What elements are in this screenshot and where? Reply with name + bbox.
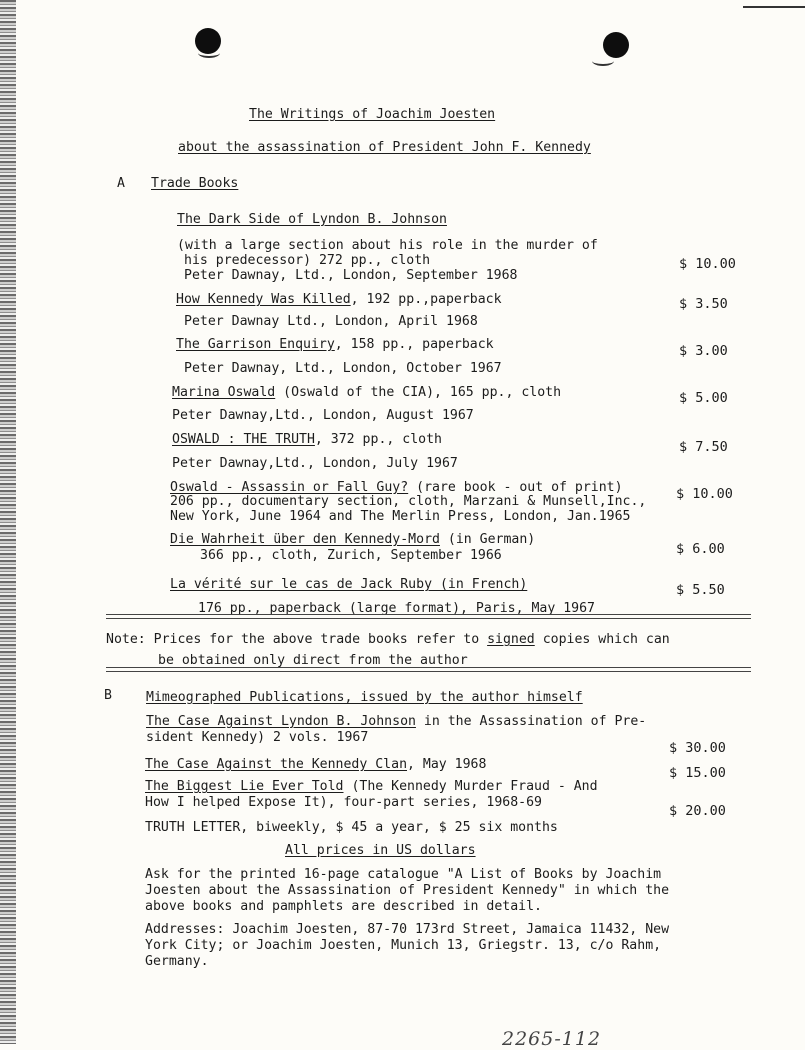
address-text: Germany. xyxy=(145,954,209,969)
note-text: copies which can xyxy=(534,632,670,647)
scan-edge xyxy=(0,0,16,1044)
book-desc: 366 pp., cloth, Zurich, September 1966 xyxy=(200,548,502,563)
book-desc: Peter Dawnay,Ltd., London, August 1967 xyxy=(172,408,474,423)
handwritten-number: 2265-112 xyxy=(502,1028,602,1050)
book-title: Oswald - Assassin or Fall Guy? xyxy=(170,480,409,495)
book-desc: Peter Dawnay,Ltd., London, July 1967 xyxy=(172,456,458,471)
book-line xyxy=(176,337,494,352)
book-price: $ 7.50 xyxy=(679,439,728,455)
pub-price: $ 30.00 xyxy=(669,740,726,756)
doc-title: The Writings of Joachim Joesten xyxy=(249,107,496,122)
pub-desc: (The Kennedy Murder Fraud - And xyxy=(343,779,598,794)
pub-line xyxy=(146,714,646,729)
book-title: La vérité sur le cas de Jack Ruby (in French) xyxy=(170,577,528,592)
book-line xyxy=(176,292,502,307)
book-line xyxy=(170,480,623,495)
currency-note: All prices in US dollars xyxy=(285,843,476,858)
book-line xyxy=(172,385,561,400)
book-desc: 206 pp., documentary section, cloth, Marzani & Munsell,Inc., xyxy=(170,494,647,509)
book-format: (Oswald of the CIA), 165 pp., cloth xyxy=(275,385,562,400)
section-a-letter: A xyxy=(117,176,125,191)
pub-title: The Case Against the Kennedy Clan xyxy=(145,757,408,772)
book-desc: Peter Dawnay, Ltd., London, October 1967 xyxy=(184,361,502,376)
book-title: How Kennedy Was Killed xyxy=(176,292,351,307)
book-line xyxy=(170,532,535,547)
book-desc: Peter Dawnay Ltd., London, April 1968 xyxy=(184,314,478,329)
punch-hole-mark xyxy=(592,56,614,66)
pub-line xyxy=(145,779,598,794)
book-line xyxy=(172,432,442,447)
book-title: The Garrison Enquiry xyxy=(176,337,335,352)
book-price: $ 10.00 xyxy=(679,256,736,272)
punch-hole-mark xyxy=(198,48,220,58)
book-desc: (with a large section about his role in the murder of xyxy=(177,238,598,253)
doc-subtitle: about the assassination of President John F. Kennedy xyxy=(178,140,591,155)
book-format: , 192 pp.,paperback xyxy=(350,292,502,307)
book-format: , 158 pp., paperback xyxy=(334,337,494,352)
section-b-letter: B xyxy=(104,688,112,703)
note-line xyxy=(106,632,670,647)
book-format: (in German) xyxy=(439,532,536,547)
pub-title: The Case Against Lyndon B. Johnson xyxy=(146,714,416,729)
punch-hole-right xyxy=(603,32,629,58)
catalogue-text: Ask for the printed 16-page catalogue "A List of Books by Joachim xyxy=(145,867,662,882)
book-price: $ 5.50 xyxy=(676,582,725,598)
book-price: $ 3.50 xyxy=(679,296,728,312)
catalogue-text: above books and pamphlets are described in detail. xyxy=(145,899,542,914)
pub-title: The Biggest Lie Ever Told xyxy=(145,779,344,794)
section-a-heading: Trade Books xyxy=(151,176,239,191)
book-desc: Peter Dawnay, Ltd., London, September 1968 xyxy=(184,268,518,283)
book-desc: New York, June 1964 and The Merlin Press, London, Jan.1965 xyxy=(170,509,631,524)
book-price: $ 10.00 xyxy=(676,486,733,502)
double-rule xyxy=(106,614,751,619)
double-rule xyxy=(106,667,751,672)
pub-price: $ 20.00 xyxy=(669,803,726,819)
section-b-heading: Mimeographed Publications, issued by the author himself xyxy=(146,690,583,705)
address-text: York City; or Joachim Joesten, Munich 13, Griegstr. 13, c/o Rahm, xyxy=(145,938,662,953)
book-price: $ 3.00 xyxy=(679,343,728,359)
book-price: $ 5.00 xyxy=(679,390,728,406)
pub-desc: sident Kennedy) 2 vols. 1967 xyxy=(146,730,369,745)
book-price: $ 6.00 xyxy=(676,541,725,557)
address-text: Addresses: Joachim Joesten, 87-70 173rd Street, Jamaica 11432, New xyxy=(145,922,670,937)
note-text: Note: Prices for the above trade books refer to xyxy=(106,632,488,647)
book-format: (rare book - out of print) xyxy=(408,480,623,495)
book-desc: 176 pp., paperback (large format), Paris, May 1967 xyxy=(198,601,595,616)
catalogue-text: Joesten about the Assassination of President Kennedy" in which the xyxy=(145,883,670,898)
book-title: Die Wahrheit über den Kennedy-Mord xyxy=(170,532,440,547)
book-title: The Dark Side of Lyndon B. Johnson xyxy=(177,212,447,227)
note-signed: signed xyxy=(487,632,535,647)
truth-letter: TRUTH LETTER, biweekly, $ 45 a year, $ 25 six months xyxy=(145,820,558,835)
note-text: be obtained only direct from the author xyxy=(158,653,468,668)
pub-desc: , May 1968 xyxy=(407,757,487,772)
pub-desc: How I helped Expose It), four-part series, 1968-69 xyxy=(145,795,542,810)
pub-desc: in the Assassination of Pre- xyxy=(415,714,647,729)
book-title: OSWALD : THE TRUTH xyxy=(172,432,315,447)
pub-price: $ 15.00 xyxy=(669,765,726,781)
scan-edge-mark xyxy=(743,6,805,8)
book-title: Marina Oswald xyxy=(172,385,276,400)
book-desc: his predecessor) 272 pp., cloth xyxy=(184,253,431,268)
book-format: , 372 pp., cloth xyxy=(314,432,442,447)
pub-line xyxy=(145,757,486,772)
